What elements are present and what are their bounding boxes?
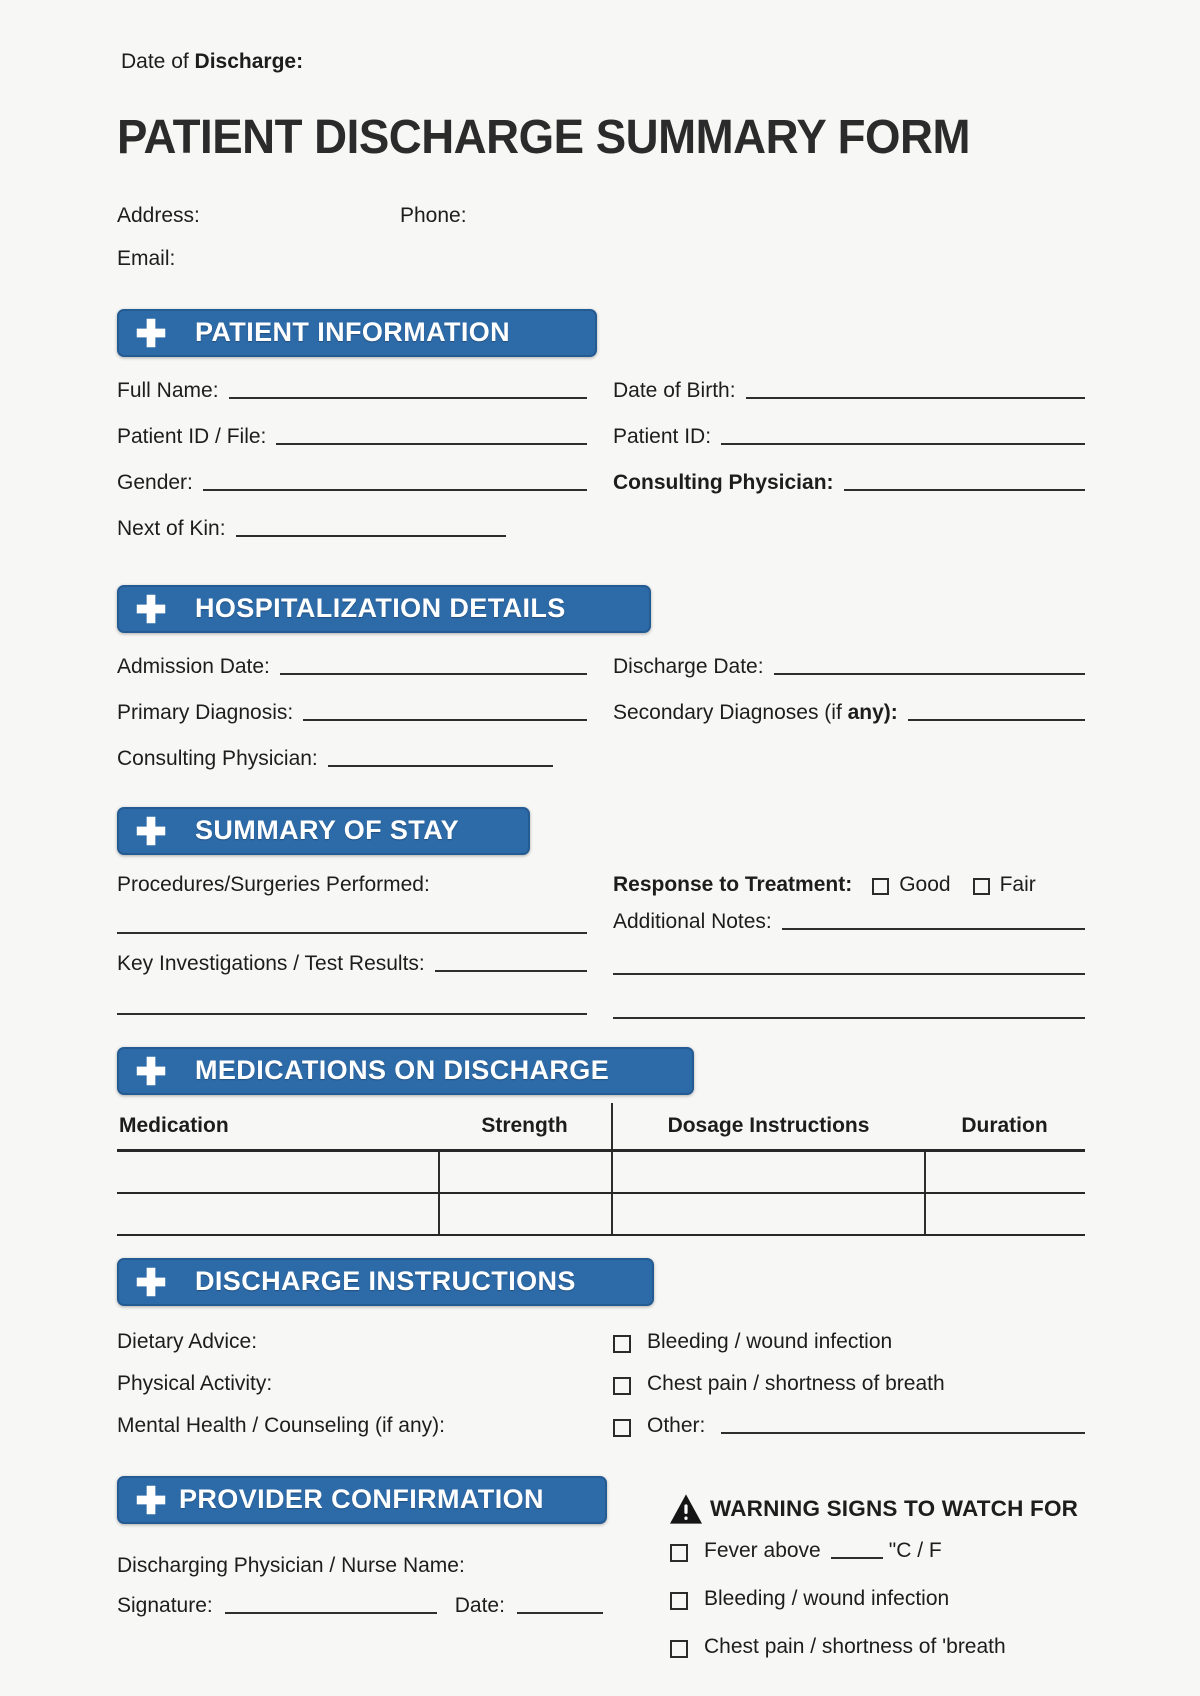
signature-row [117,1594,613,1618]
gender-label: Gender: [117,470,193,494]
fever-check-item [670,1539,1085,1563]
secondary-diagnoses-prefix: Secondary Diagnoses (if [613,700,848,724]
section-title: PATIENT INFORMATION [195,317,511,348]
good-checkbox[interactable] [872,878,889,895]
duration-cell[interactable] [924,1152,1085,1192]
field-row [613,633,1085,679]
medication-cell[interactable] [117,1194,438,1234]
plus-icon [133,813,169,849]
other-label: Other: [647,1413,706,1437]
date-of-birth-input-line[interactable] [746,396,1085,399]
field-row [117,934,587,976]
warning-signs-title: WARNING SIGNS TO WATCH FOR [710,1495,1079,1521]
consulting-physician-label: Consulting Physician: [117,746,318,770]
date-of-discharge-label [117,50,1085,74]
field-row [117,357,587,403]
fair-checkbox[interactable] [973,878,990,895]
procedures-label: Procedures/Surgeries Performed: [117,872,430,896]
fever-unit-label: "C / F [888,1538,942,1562]
additional-notes-input-line[interactable] [782,927,1085,930]
consulting-physician-input-line[interactable] [328,764,553,767]
bleeding-label: Bleeding / wound infection [647,1329,893,1353]
fair-option-label: Fair [999,872,1036,896]
discharge-instructions-header [117,1258,654,1306]
response-to-treatment-label: Response to Treatment: [613,872,853,896]
date-label: Date: [454,1593,505,1617]
section-title: MEDICATIONS ON DISCHARGE [195,1055,610,1086]
patient-id-input-line[interactable] [721,442,1085,445]
phone-label: Phone: [400,203,467,227]
next-of-kin-input-line[interactable] [236,534,506,537]
warning-chest-checkbox[interactable] [670,1640,688,1658]
warning-bleeding-label: Bleeding / wound infection [704,1586,950,1610]
summary-of-stay-fields [117,855,1085,1019]
warning-signs-block [613,1476,1085,1659]
bleeding-checkbox[interactable] [613,1335,631,1353]
col-header-dosage: Dosage Instructions [611,1103,924,1149]
section-title: HOSPITALIZATION DETAILS [195,593,566,624]
strength-cell[interactable] [438,1194,611,1234]
admission-date-label: Admission Date: [117,654,270,678]
summary-of-stay-header [117,807,530,855]
plus-icon [133,315,169,351]
patient-information-header [117,309,597,357]
patient-id-file-label: Patient ID / File: [117,424,267,448]
field-row [613,357,1085,403]
date-of-birth-label: Date of Birth: [613,378,736,402]
chest-pain-label: Chest pain / shortness of breath [647,1371,945,1395]
fever-temp-input-line[interactable] [831,1556,883,1559]
secondary-diagnoses-input-line[interactable] [908,718,1085,721]
bleeding-check-item [613,1312,1085,1354]
additional-notes-label: Additional Notes: [613,909,772,933]
address-label: Address: [117,203,200,227]
other-check-item [613,1396,1085,1438]
duration-cell[interactable] [924,1194,1085,1234]
date-of-discharge-bold: Discharge: [194,50,304,73]
field-row [117,449,587,495]
consulting-physician-label: Consulting Physician: [613,470,834,494]
warning-bleeding-item [670,1587,1085,1611]
physical-activity-label: Physical Activity: [117,1371,273,1395]
discharging-physician-label: Discharging Physician / Nurse Name: [117,1553,465,1577]
dosage-cell[interactable] [611,1152,924,1192]
secondary-diagnoses-bold: any): [847,700,898,724]
email-label: Email: [117,246,176,270]
mental-health-label: Mental Health / Counseling (if any): [117,1413,445,1437]
medications-header [117,1047,694,1095]
signature-input-line[interactable] [225,1611,437,1614]
table-row [117,1194,1085,1236]
field-row [613,449,1085,495]
dosage-cell[interactable] [611,1194,924,1234]
chest-pain-checkbox[interactable] [613,1377,631,1395]
warning-signs-title-row [670,1494,1085,1524]
patient-information-fields [117,357,1085,541]
col-header-strength: Strength [481,1113,568,1137]
field-row [613,897,1085,934]
fever-checkbox[interactable] [670,1544,688,1562]
other-checkbox[interactable] [613,1419,631,1437]
contact-row [117,204,1085,228]
table-row [117,1152,1085,1194]
response-row [613,855,1085,897]
full-name-input-line[interactable] [229,396,587,399]
medications-table [117,1103,1085,1236]
hospitalization-fields [117,633,1085,771]
fever-label: Fever above [704,1538,821,1562]
additional-notes-input-line3[interactable] [613,1016,1085,1019]
next-of-kin-label: Next of Kin: [117,516,226,540]
warning-chest-label: Chest pain / shortness of 'breath [704,1634,1006,1658]
additional-notes-input-line2[interactable] [613,972,1085,975]
section-title: SUMMARY OF STAY [195,815,460,846]
field-row [613,679,1085,725]
primary-diagnosis-input-line[interactable] [303,718,587,721]
field-row [117,633,587,679]
col-header-medication: Medication [119,1113,229,1137]
field-row [117,725,587,771]
date-input-line[interactable] [517,1611,603,1614]
key-investigations-input-line2[interactable] [117,1012,587,1015]
section-title: PROVIDER CONFIRMATION [179,1484,544,1515]
discharge-instructions-fields [117,1312,1085,1438]
warning-bleeding-checkbox[interactable] [670,1592,688,1610]
gender-input-line[interactable] [203,488,587,491]
field-row [117,495,587,541]
medication-cell[interactable] [117,1152,438,1192]
warning-icon [670,1494,702,1524]
primary-diagnosis-label: Primary Diagnosis: [117,700,294,724]
plus-icon [133,1264,169,1300]
secondary-diagnoses-label [613,701,898,725]
warning-chest-item [670,1635,1085,1659]
key-investigations-label: Key Investigations / Test Results: [117,951,425,975]
field-row [613,403,1085,449]
plus-icon [133,591,169,627]
field-row [117,403,587,449]
page-title: PATIENT DISCHARGE SUMMARY FORM [117,111,970,164]
field-row [117,679,587,725]
other-input-line[interactable] [721,1431,1085,1434]
chest-pain-check-item [613,1354,1085,1396]
good-option-label: Good [899,872,951,896]
full-name-label: Full Name: [117,378,219,402]
medications-table-header [117,1103,1085,1152]
admission-date-input-line[interactable] [280,672,587,675]
discharge-date-label: Discharge Date: [613,654,764,678]
hospitalization-details-header [117,585,651,633]
patient-id-file-input-line[interactable] [276,442,587,445]
discharge-date-input-line[interactable] [774,672,1085,675]
section-title: DISCHARGE INSTRUCTIONS [195,1266,576,1297]
dietary-advice-label: Dietary Advice: [117,1329,258,1353]
plus-icon [133,1482,169,1518]
plus-icon [133,1053,169,1089]
col-header-duration: Duration [961,1113,1048,1137]
date-of-discharge-prefix: Date of [121,50,195,73]
patient-id-label: Patient ID: [613,424,712,448]
provider-confirmation-section [117,1476,1085,1659]
consulting-physician-input-line[interactable] [844,488,1085,491]
provider-confirmation-header [117,1476,607,1524]
strength-cell[interactable] [438,1152,611,1192]
field-row [117,855,587,897]
signature-label: Signature: [117,1593,213,1617]
key-investigations-input-line[interactable] [435,969,587,972]
